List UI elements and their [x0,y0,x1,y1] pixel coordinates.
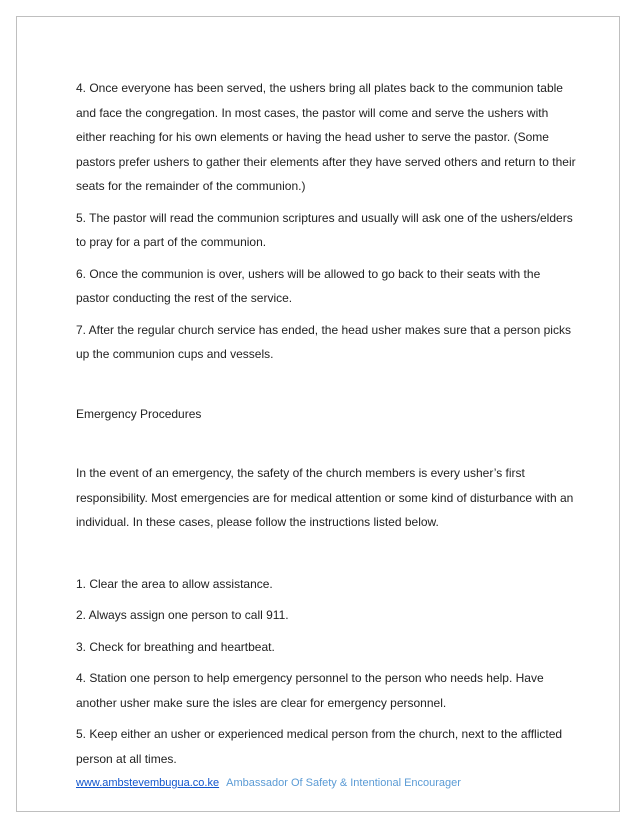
list-item: 3. Check for breathing and heartbeat. [76,639,275,654]
section-heading: Emergency Procedures [76,406,202,421]
spacer [76,433,576,461]
spacer [76,542,576,572]
list-item: 4. Station one person to help emergency personnel to the person who needs help. Have another usher make sure the isles are clear for emergency personnel. [76,671,544,710]
paragraph-step-7: 7. After the regular church service has ended, the head usher makes sure that a person picks up the communion cups and vessels. [76,322,571,361]
list-item: 1. Clear the area to allow assistance. [76,576,273,591]
paragraph-step-4: 4. Once everyone has been served, the ushers bring all plates back to the communion table and face the congregation. In most cases, the pastor will come and serve the ushers with either reaching for his own elements or having the head usher to serve the pastor. (Some pastors prefer ushers to gather their elements after they have served others and return to their seats for the remainder of the communion.) [76,81,576,193]
footer-website-link[interactable]: www.ambstevembugua.co.ke [76,777,220,789]
spacer [76,374,576,402]
footer-tagline: Ambassador Of Safety & Intentional Encourager [226,777,461,789]
list-item: 2. Always assign one person to call 911. [76,608,289,622]
page-footer [76,776,461,790]
paragraph-step-6: 6. Once the communion is over, ushers will be allowed to go back to their seats with the pastor conducting the rest of the service. [76,266,541,305]
document-page [16,16,620,812]
paragraph-step-5: 5. The pastor will read the communion scriptures and usually will ask one of the ushers/elders to pray for a part of the communion. [76,210,573,249]
page-content [76,76,576,778]
list-item: 5. Keep either an usher or experienced medical person from the church, next to the afflicted person at all times. [76,727,563,766]
intro-paragraph: In the event of an emergency, the safety of the church members is every usher’s first responsibility. Most emergencies are for medical attention or some kind of disturbance with an individual. In these cases, please follow the instructions listed below. [76,466,574,529]
